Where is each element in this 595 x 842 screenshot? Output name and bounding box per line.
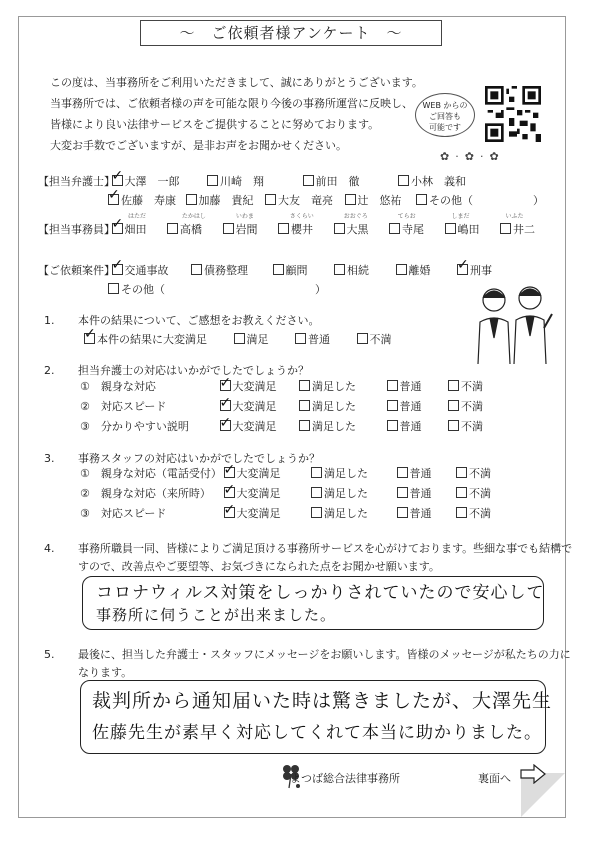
checkbox[interactable] — [448, 400, 459, 411]
checkbox[interactable] — [295, 333, 306, 344]
checkbox[interactable] — [387, 400, 398, 411]
rating-option[interactable]: ✓ 大変満足 — [224, 504, 308, 524]
rating-option[interactable]: ✓ 大変満足 — [224, 484, 308, 504]
checkbox[interactable] — [397, 487, 408, 498]
office-name: よつば総合法律事務所 — [290, 772, 400, 785]
checkbox[interactable] — [311, 467, 322, 478]
checkbox[interactable] — [500, 223, 511, 234]
q1-text: 本件の結果について、ご感想をお教えください。 — [78, 314, 320, 327]
checkbox[interactable] — [186, 194, 197, 205]
lawyer-option[interactable]: ✓佐藤 寿康 — [108, 192, 176, 208]
rating-option[interactable]: ✓ 大変満足 — [224, 464, 308, 484]
rating-option[interactable]: 不満 — [448, 417, 483, 437]
staff-option[interactable]: 寺尾 — [389, 221, 435, 237]
page-title: ～ ご依頼者様アンケート ～ — [140, 20, 442, 46]
checkbox[interactable] — [207, 175, 218, 186]
staff-option[interactable]: ✓ 畑田 — [112, 221, 158, 237]
q4-text-line: 事務所職員一同、皆様によりご満足頂ける事務所サービスを心がけております。些細な事でも結構で — [78, 542, 573, 555]
q2-text: 担当弁護士の対応はいかがでしたでしょうか？ — [78, 364, 309, 377]
q1-option[interactable]: 普通 — [295, 331, 347, 347]
checkbox[interactable] — [191, 264, 202, 275]
q1-option[interactable]: 満足 — [234, 331, 286, 347]
q5-text-line: 最後に、担当した弁護士・スタッフにメッセージをお願いします。皆様のメッセージが私たちの力に — [78, 648, 571, 661]
furigana: いわま — [235, 213, 254, 220]
q1-option[interactable]: 不満 — [357, 331, 392, 347]
staff-option[interactable]: 高橋 — [167, 221, 213, 237]
q2-grid — [80, 377, 483, 437]
checkbox[interactable] — [223, 223, 234, 234]
rating-option[interactable]: 普通 — [387, 397, 445, 417]
checkbox-checked[interactable] — [224, 467, 235, 478]
q3-text: 事務スタッフの対応はいかがでしたでしょうか？ — [78, 452, 320, 465]
back-page-label[interactable]: 裏面へ — [478, 772, 511, 785]
staff-furigana-row — [128, 211, 545, 220]
rating-option[interactable]: 満足した — [299, 417, 383, 437]
rating-option[interactable]: ✓ 大変満足 — [220, 377, 296, 397]
q4-answer-line: 事務所に伺うことが出来ました。 — [96, 606, 337, 624]
q3-grid — [80, 464, 491, 524]
case-row-1 — [38, 262, 498, 278]
staff-option[interactable]: 嶋田 — [445, 221, 491, 237]
q3-number: 3. — [44, 452, 55, 465]
furigana: さくらい — [289, 213, 314, 220]
q5-answer-line: 裁判所から通知届いた時は驚きましたが、大澤先生 — [92, 690, 553, 712]
checkbox-checked[interactable] — [457, 264, 468, 275]
checkbox[interactable] — [345, 194, 356, 205]
intro-text — [50, 72, 430, 156]
staff-label: 【担当事務員】 — [38, 223, 115, 236]
intro-line: この度は、当事務所をご利用いただきまして、誠にありがとうございます。 — [50, 76, 423, 89]
q2-number: 2. — [44, 364, 55, 377]
intro-line: 当事務所では、ご依頼者様の声を可能な限り今後の事務所運営に反映し、 — [50, 97, 413, 110]
checkbox-checked[interactable] — [112, 264, 123, 275]
q4-text — [78, 540, 572, 576]
checkbox[interactable] — [456, 467, 467, 478]
dot-icon: · — [479, 150, 490, 163]
lawyer-option[interactable]: ✓ 大澤 一郎 — [112, 173, 198, 189]
q5-text-line: なります。 — [78, 666, 133, 679]
rating-option[interactable]: 普通 — [387, 377, 445, 397]
lawyer-option[interactable]: 大友 竜亮 — [265, 192, 335, 208]
checkbox[interactable] — [397, 507, 408, 518]
checkbox[interactable] — [397, 467, 408, 478]
furigana: はただ — [128, 213, 147, 220]
checkbox-checked[interactable] — [224, 507, 235, 518]
checkbox-checked[interactable] — [224, 487, 235, 498]
q3-row — [80, 484, 491, 504]
checkbox[interactable] — [108, 283, 119, 294]
q4-text-line: すので、改善点やご要望等、お気づきになられた点をお聞かせ願います。 — [78, 560, 440, 573]
rating-option[interactable]: 不満 — [456, 484, 491, 504]
furigana: いふた — [505, 213, 524, 220]
case-option[interactable]: ✓ 交通事故 — [112, 262, 182, 278]
checkbox[interactable] — [273, 264, 284, 275]
staff-row — [38, 221, 541, 237]
q2-row-label: ① 親身な対応 — [80, 380, 156, 393]
checkbox[interactable] — [234, 333, 245, 344]
checkbox[interactable] — [387, 380, 398, 391]
checkbox[interactable] — [278, 223, 289, 234]
lawyer-option[interactable]: 小林 義和 — [398, 173, 466, 189]
checkbox[interactable] — [456, 487, 467, 498]
checkbox[interactable] — [456, 507, 467, 518]
intro-line: 大変お手数でございますが、是非お声をお聞かせください。 — [50, 139, 347, 152]
clover-icon: ✿ — [464, 150, 480, 163]
rating-option[interactable]: ✓ 大変満足 — [220, 417, 296, 437]
intro-line: 皆様により良い法律サービスをご提供することに努めております。 — [50, 118, 380, 131]
q1-option[interactable]: ✓本件の結果に大変満足 — [84, 331, 224, 347]
checkbox[interactable] — [448, 380, 459, 391]
rating-option[interactable]: 満足した — [299, 377, 383, 397]
checkbox[interactable] — [389, 223, 400, 234]
clover-icon: ✿ — [440, 150, 456, 163]
case-option[interactable]: 顧問 — [273, 262, 325, 278]
q3-row-label: ③ 対応スピード — [80, 507, 167, 520]
q3-row-label: ① 親身な対応（電話受付） — [80, 467, 222, 480]
q3-row — [80, 464, 491, 484]
checkbox[interactable] — [299, 420, 310, 431]
lawyer-row-1 — [38, 173, 472, 189]
q2-row-label: ② 対応スピード — [80, 400, 167, 413]
q5-answer-line: 佐藤先生が素早く対応してくれて本当に助かりました。 — [92, 723, 542, 743]
rating-option[interactable]: 不満 — [456, 504, 491, 524]
arrow-right-icon[interactable] — [520, 764, 546, 784]
checkbox[interactable] — [299, 400, 310, 411]
qr-code-icon[interactable] — [485, 86, 541, 142]
checkbox[interactable] — [416, 194, 427, 205]
rating-option[interactable]: 普通 — [397, 484, 453, 504]
checkbox[interactable] — [357, 333, 368, 344]
checkbox[interactable] — [303, 175, 314, 186]
bubble-line: WEB からの — [422, 101, 468, 110]
clover-icon: ✿ — [489, 150, 505, 163]
checkbox[interactable] — [387, 420, 398, 431]
checkbox[interactable] — [334, 264, 345, 275]
staff-option[interactable]: 大黒 — [334, 221, 380, 237]
case-option[interactable]: 債務整理 — [191, 262, 263, 278]
q5-text — [78, 646, 571, 682]
q1-options — [84, 331, 398, 347]
case-option[interactable]: 離婚 — [396, 262, 448, 278]
q3-row-label: ② 親身な対応（来所時） — [80, 487, 211, 500]
lawyer-option[interactable]: 加藤 貴紀 — [186, 192, 256, 208]
rating-option[interactable]: 普通 — [397, 504, 453, 524]
rating-option[interactable]: 満足した — [299, 397, 383, 417]
staff-illustration-icon — [468, 278, 556, 366]
rating-option[interactable]: 満足した — [311, 504, 393, 524]
furigana: しまだ — [451, 213, 470, 220]
furigana: おおぐろ — [343, 213, 368, 220]
checkbox-checked[interactable] — [84, 333, 95, 344]
rating-option[interactable]: 満足した — [311, 464, 393, 484]
checkbox[interactable] — [445, 223, 456, 234]
q2-row — [80, 377, 483, 397]
staff-option[interactable]: 櫻井 — [278, 221, 324, 237]
q2-row-label: ③ 分かりやすい説明 — [80, 420, 189, 433]
checkbox-checked[interactable] — [220, 380, 231, 391]
rating-option[interactable]: 普通 — [387, 417, 445, 437]
checkbox[interactable] — [299, 380, 310, 391]
lawyer-option[interactable]: 川崎 翔 — [207, 173, 293, 189]
furigana: たかはし — [181, 213, 206, 220]
checkbox-checked[interactable] — [220, 400, 231, 411]
staff-option[interactable]: 井二 — [500, 221, 535, 237]
dot-icon: · — [455, 150, 465, 163]
bubble-line: ご回答も — [429, 112, 461, 121]
rating-option[interactable]: 普通 — [397, 464, 453, 484]
checkbox-checked[interactable] — [220, 420, 231, 431]
furigana: てらお — [397, 213, 416, 220]
checkbox[interactable] — [448, 420, 459, 431]
lawyer-option[interactable]: 前田 徹 — [303, 173, 389, 189]
lawyer-row-2 — [108, 192, 550, 208]
checkbox[interactable] — [265, 194, 276, 205]
lawyer-option-other[interactable]: その他（ ） — [416, 192, 544, 208]
q4-number: 4. — [44, 542, 55, 555]
q2-row — [80, 417, 483, 437]
rating-option[interactable]: 不満 — [448, 377, 483, 397]
rating-option[interactable]: 不満 — [448, 397, 483, 417]
bubble-line: 可能です — [429, 123, 461, 132]
rating-option[interactable]: 不満 — [456, 464, 491, 484]
case-row-2 — [108, 281, 332, 297]
decorative-clovers — [440, 150, 505, 163]
case-option[interactable]: ✓ 刑事 — [457, 262, 492, 278]
checkbox-checked[interactable] — [108, 194, 119, 205]
q5-number: 5. — [44, 648, 55, 661]
web-answer-bubble — [415, 93, 475, 137]
lawyer-label: 【担当弁護士】 — [38, 175, 115, 188]
case-option[interactable]: 相続 — [334, 262, 386, 278]
checkbox[interactable] — [396, 264, 407, 275]
checkbox[interactable] — [311, 487, 322, 498]
q3-row — [80, 504, 491, 524]
lawyer-option[interactable]: 辻 悠祐 — [345, 192, 407, 208]
q2-row — [80, 397, 483, 417]
checkbox-checked[interactable] — [112, 223, 123, 234]
rating-option[interactable]: 満足した — [311, 484, 393, 504]
checkbox[interactable] — [167, 223, 178, 234]
case-label: 【ご依頼案件】 — [38, 264, 115, 277]
rating-option[interactable]: ✓ 大変満足 — [220, 397, 296, 417]
checkbox[interactable] — [334, 223, 345, 234]
case-option-other[interactable]: その他（ ） — [108, 281, 326, 297]
q4-answer-line: コロナウィルス対策をしっかりされていたので安心して — [96, 583, 545, 603]
staff-option[interactable]: 岩間 — [223, 221, 269, 237]
checkbox[interactable] — [311, 507, 322, 518]
q1-number: 1. — [44, 314, 55, 327]
checkbox-checked[interactable] — [112, 175, 123, 186]
checkbox[interactable] — [398, 175, 409, 186]
